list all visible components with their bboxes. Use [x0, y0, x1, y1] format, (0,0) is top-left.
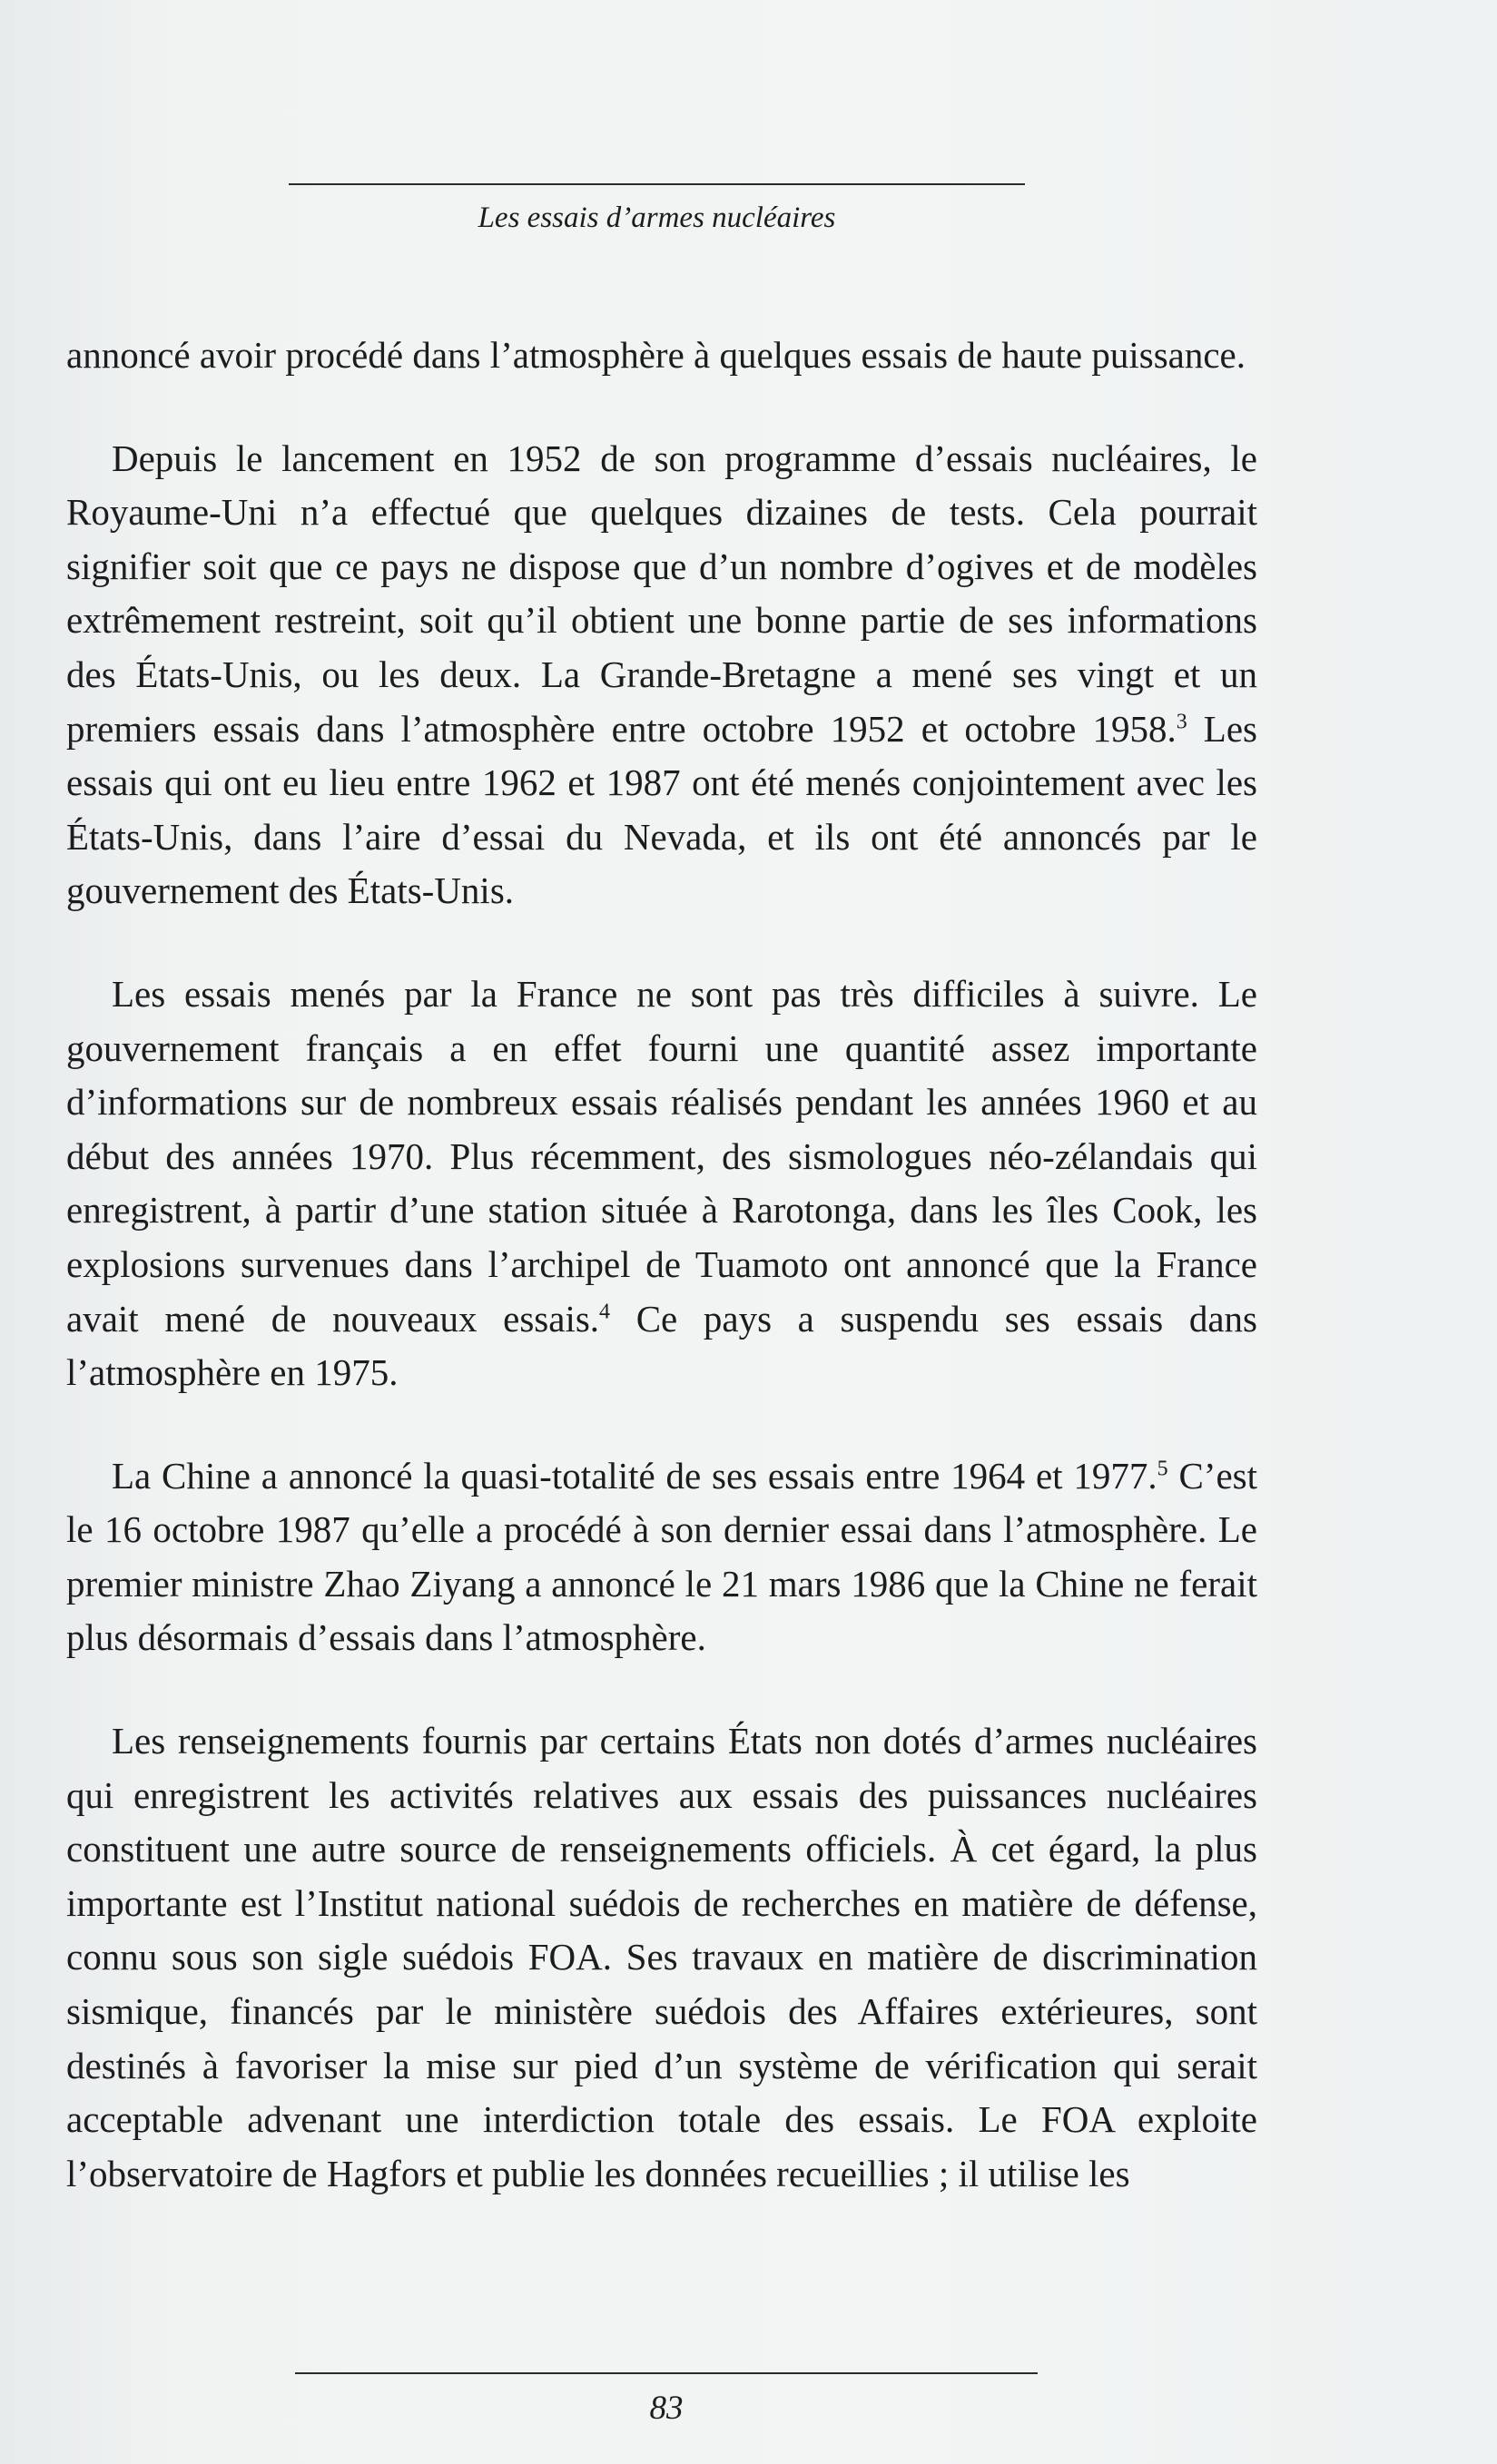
paragraph-5: Les renseignements fournis par certains États non dotés d’armes nucléaires qui enregistrent les activités relatives aux essais des puissances nucléaires constituent une autre source de renseignements officiels. À cet égard, la plus importante est l’Institut national suédois de recherches en matière de défense, connu sous son sigle suédois FOA. Ses travaux en matière de discrimination sismique, financés par le ministère suédois des Affaires extérieures, sont destinés à favoriser la mise sur pied d’un système de vérification qui serait acceptable advenant une interdiction totale des essais. Le FOA exploite l’observatoire de Hagfors et publie les données recueillies ; il utilise les	[66, 1720, 1257, 2194]
running-head: Les essais d’armes nucléaires	[478, 201, 836, 234]
paragraph-1: annoncé avoir procédé dans l’atmosphère à quelques essais de haute puissance.	[66, 334, 1246, 376]
footnote-ref-3[interactable]: 3	[1176, 709, 1187, 733]
paragraph-4: La Chine a annoncé la quasi-totalité de ses essais entre 1964 et 1977.$^5$ C’est le 16 octobre 1987 qu’elle a procédé à son dernier essai dans l’atmosphère. Le premier ministre Zhao Ziyang a annoncé le 21 mars 1986 que la Chine ne ferait plus désormais d’essais dans l’atmosphère.	[66, 1454, 1257, 1659]
paragraph-2: Depuis le lancement en 1952 de son programme d’essais nucléaires, le Royaume-Uni n’a effectué que quelques dizaines de tests. Cela pourrait signifier soit que ce pays ne dispose que d’un nombre d’ogives et de modèles extrêmement restreint, soit qu’il obtient une bonne partie de ses informations des États-Unis, ou les deux. La Grande-Bretagne a mené ses vingt et un premiers essais dans l’atmosphère entre octobre 1952 et octobre 1958.$^3$ Les essais qui ont eu lieu entre 1962 et 1987 ont été menés conjointement avec les États-Unis, dans l’aire d’essai du Nevada, et ils ont été annoncés par le gouvernement des États-Unis.	[66, 437, 1258, 912]
page-number: 83	[649, 2390, 684, 2427]
footnote-ref-5[interactable]: 5	[1157, 1457, 1168, 1481]
body-text	[66, 329, 1257, 2201]
header-rule	[289, 183, 1025, 185]
footnote-ref-4[interactable]: 4	[599, 1299, 611, 1323]
paragraph-3: Les essais menés par la France ne sont pas très difficiles à suivre. Le gouvernement français a en effet fourni une quantité assez importante d’informations sur de nombreux essais réalisés pendant les années 1960 et au début des années 1970. Plus récemment, des sismologues néo-zélandais qui enregistrent, à partir d’une station située à Rarotonga, dans les îles Cook, les explosions survenues dans l’archipel de Tuamoto ont annoncé que la France avait mené de nouveaux essais.$^4$ Ce pays a suspendu ses essais dans l’atmosphère en 1975.	[66, 972, 1257, 1394]
footer-rule	[295, 2372, 1038, 2374]
